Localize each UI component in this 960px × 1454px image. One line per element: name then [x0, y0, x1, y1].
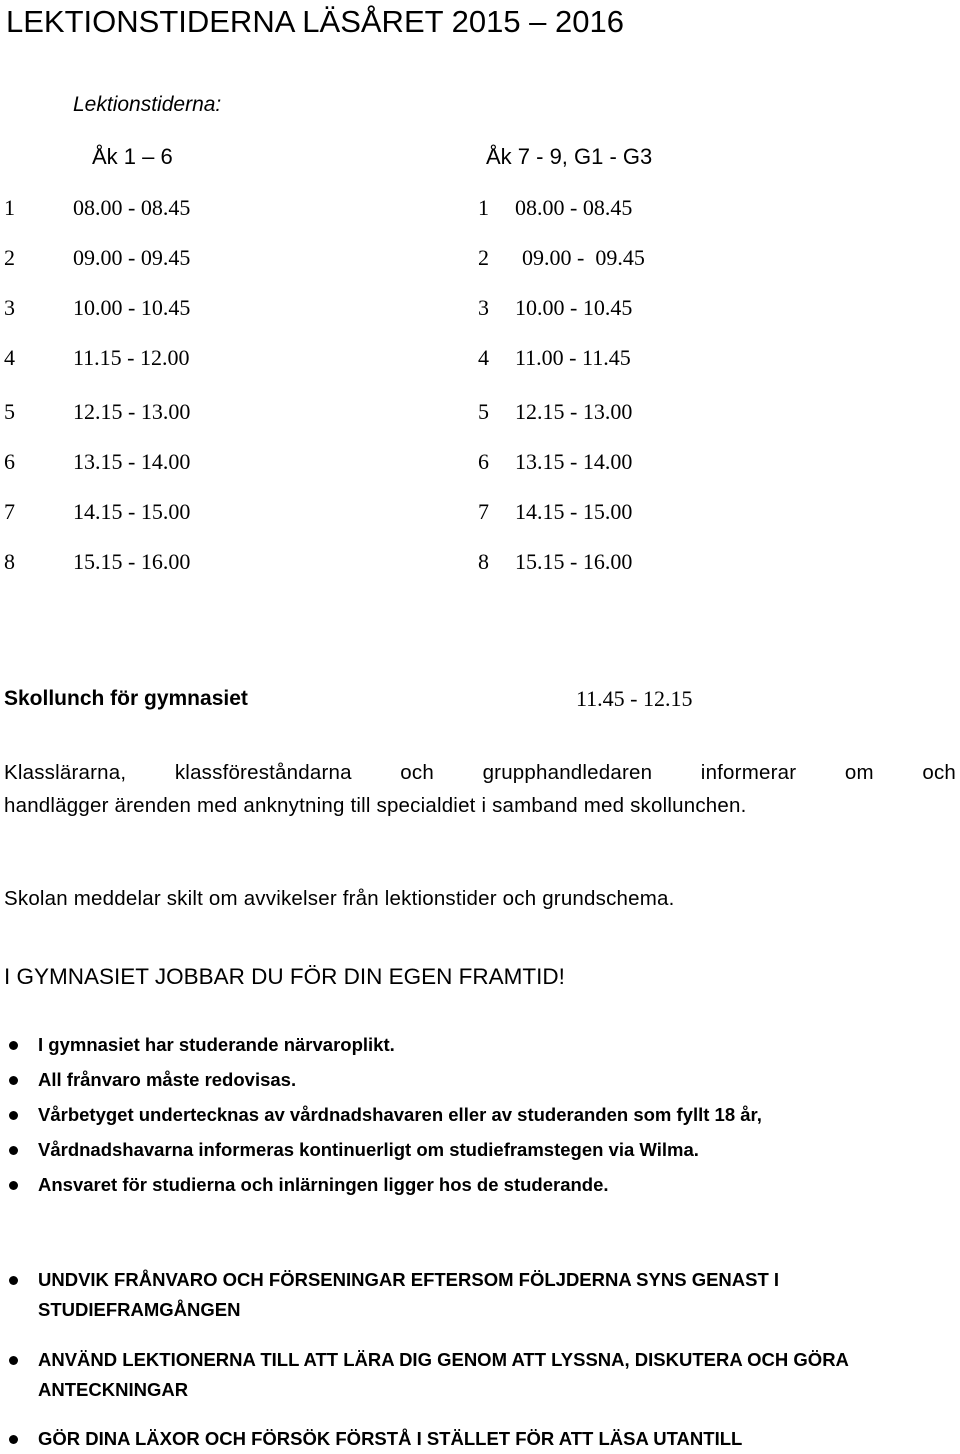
lesson-number: 6: [478, 449, 489, 474]
lesson-number: 4: [478, 345, 489, 370]
lesson-time: 10.00 - 10.45: [73, 295, 191, 320]
diet-paragraph-line: Klasslärarna, klassföreståndarna och grupphandledaren informerar om och: [4, 761, 956, 784]
lesson-time: 08.00 - 08.45: [515, 195, 633, 220]
lesson-time: 12.15 - 13.00: [73, 399, 191, 424]
lesson-time: 09.00 - 09.45: [73, 245, 191, 270]
bullet-icon: [9, 1076, 18, 1085]
diet-paragraph-line: handlägger ärenden med anknytning till specialdiet i samband med skollunchen.: [4, 794, 747, 817]
lesson-time: 14.15 - 15.00: [73, 499, 191, 524]
lesson-number: 7: [4, 499, 15, 524]
lesson-number: 4: [4, 345, 15, 370]
bullet-icon: [9, 1146, 18, 1155]
deviation-paragraph: Skolan meddelar skilt om avvikelser från lektionstider och grundschema.: [4, 887, 675, 910]
lesson-time: 15.15 - 16.00: [515, 549, 633, 574]
lesson-time: 11.15 - 12.00: [73, 345, 190, 370]
lesson-number: 2: [4, 245, 15, 270]
motto-heading: I GYMNASIET JOBBAR DU FÖR DIN EGEN FRAMTID!: [4, 964, 565, 989]
bullet-icon: [9, 1356, 18, 1365]
lesson-number: 5: [478, 399, 489, 424]
lesson-time: 13.15 - 14.00: [73, 449, 191, 474]
schedule-subtitle: Lektionstiderna:: [73, 93, 222, 116]
bullet-icon: [9, 1181, 18, 1190]
lesson-time: 09.00 - 09.45: [522, 245, 645, 270]
lesson-number: 7: [478, 499, 489, 524]
bullet-icon: [9, 1111, 18, 1120]
right-column-header: Åk 7 - 9, G1 - G3: [486, 144, 653, 169]
lesson-time: 15.15 - 16.00: [73, 549, 191, 574]
bullet-icon: [9, 1041, 18, 1050]
lesson-time: 08.00 - 08.45: [73, 195, 191, 220]
lesson-time: 14.15 - 15.00: [515, 499, 633, 524]
lesson-number: 5: [4, 399, 15, 424]
lesson-time: 11.00 - 11.45: [515, 345, 631, 370]
lunch-label: Skollunch för gymnasiet: [4, 687, 248, 710]
left-column-header: Åk 1 – 6: [92, 144, 173, 169]
lesson-number: 8: [4, 549, 15, 574]
lesson-number: 3: [4, 295, 15, 320]
bullet-icon: [9, 1435, 18, 1444]
lesson-number: 6: [4, 449, 15, 474]
lesson-time: 13.15 - 14.00: [515, 449, 633, 474]
lesson-number: 1: [4, 195, 15, 220]
bullet-icon: [9, 1276, 18, 1285]
lesson-number: 3: [478, 295, 489, 320]
lesson-time: 10.00 - 10.45: [515, 295, 633, 320]
lesson-time: 12.15 - 13.00: [515, 399, 633, 424]
page-title: LEKTIONSTIDERNA LÄSÅRET 2015 – 2016: [6, 4, 625, 39]
lesson-number: 2: [478, 245, 489, 270]
diet-paragraph: [4, 756, 956, 822]
lunch-time: 11.45 - 12.15: [576, 686, 693, 711]
lesson-number: 1: [478, 195, 489, 220]
lesson-number: 8: [478, 549, 489, 574]
